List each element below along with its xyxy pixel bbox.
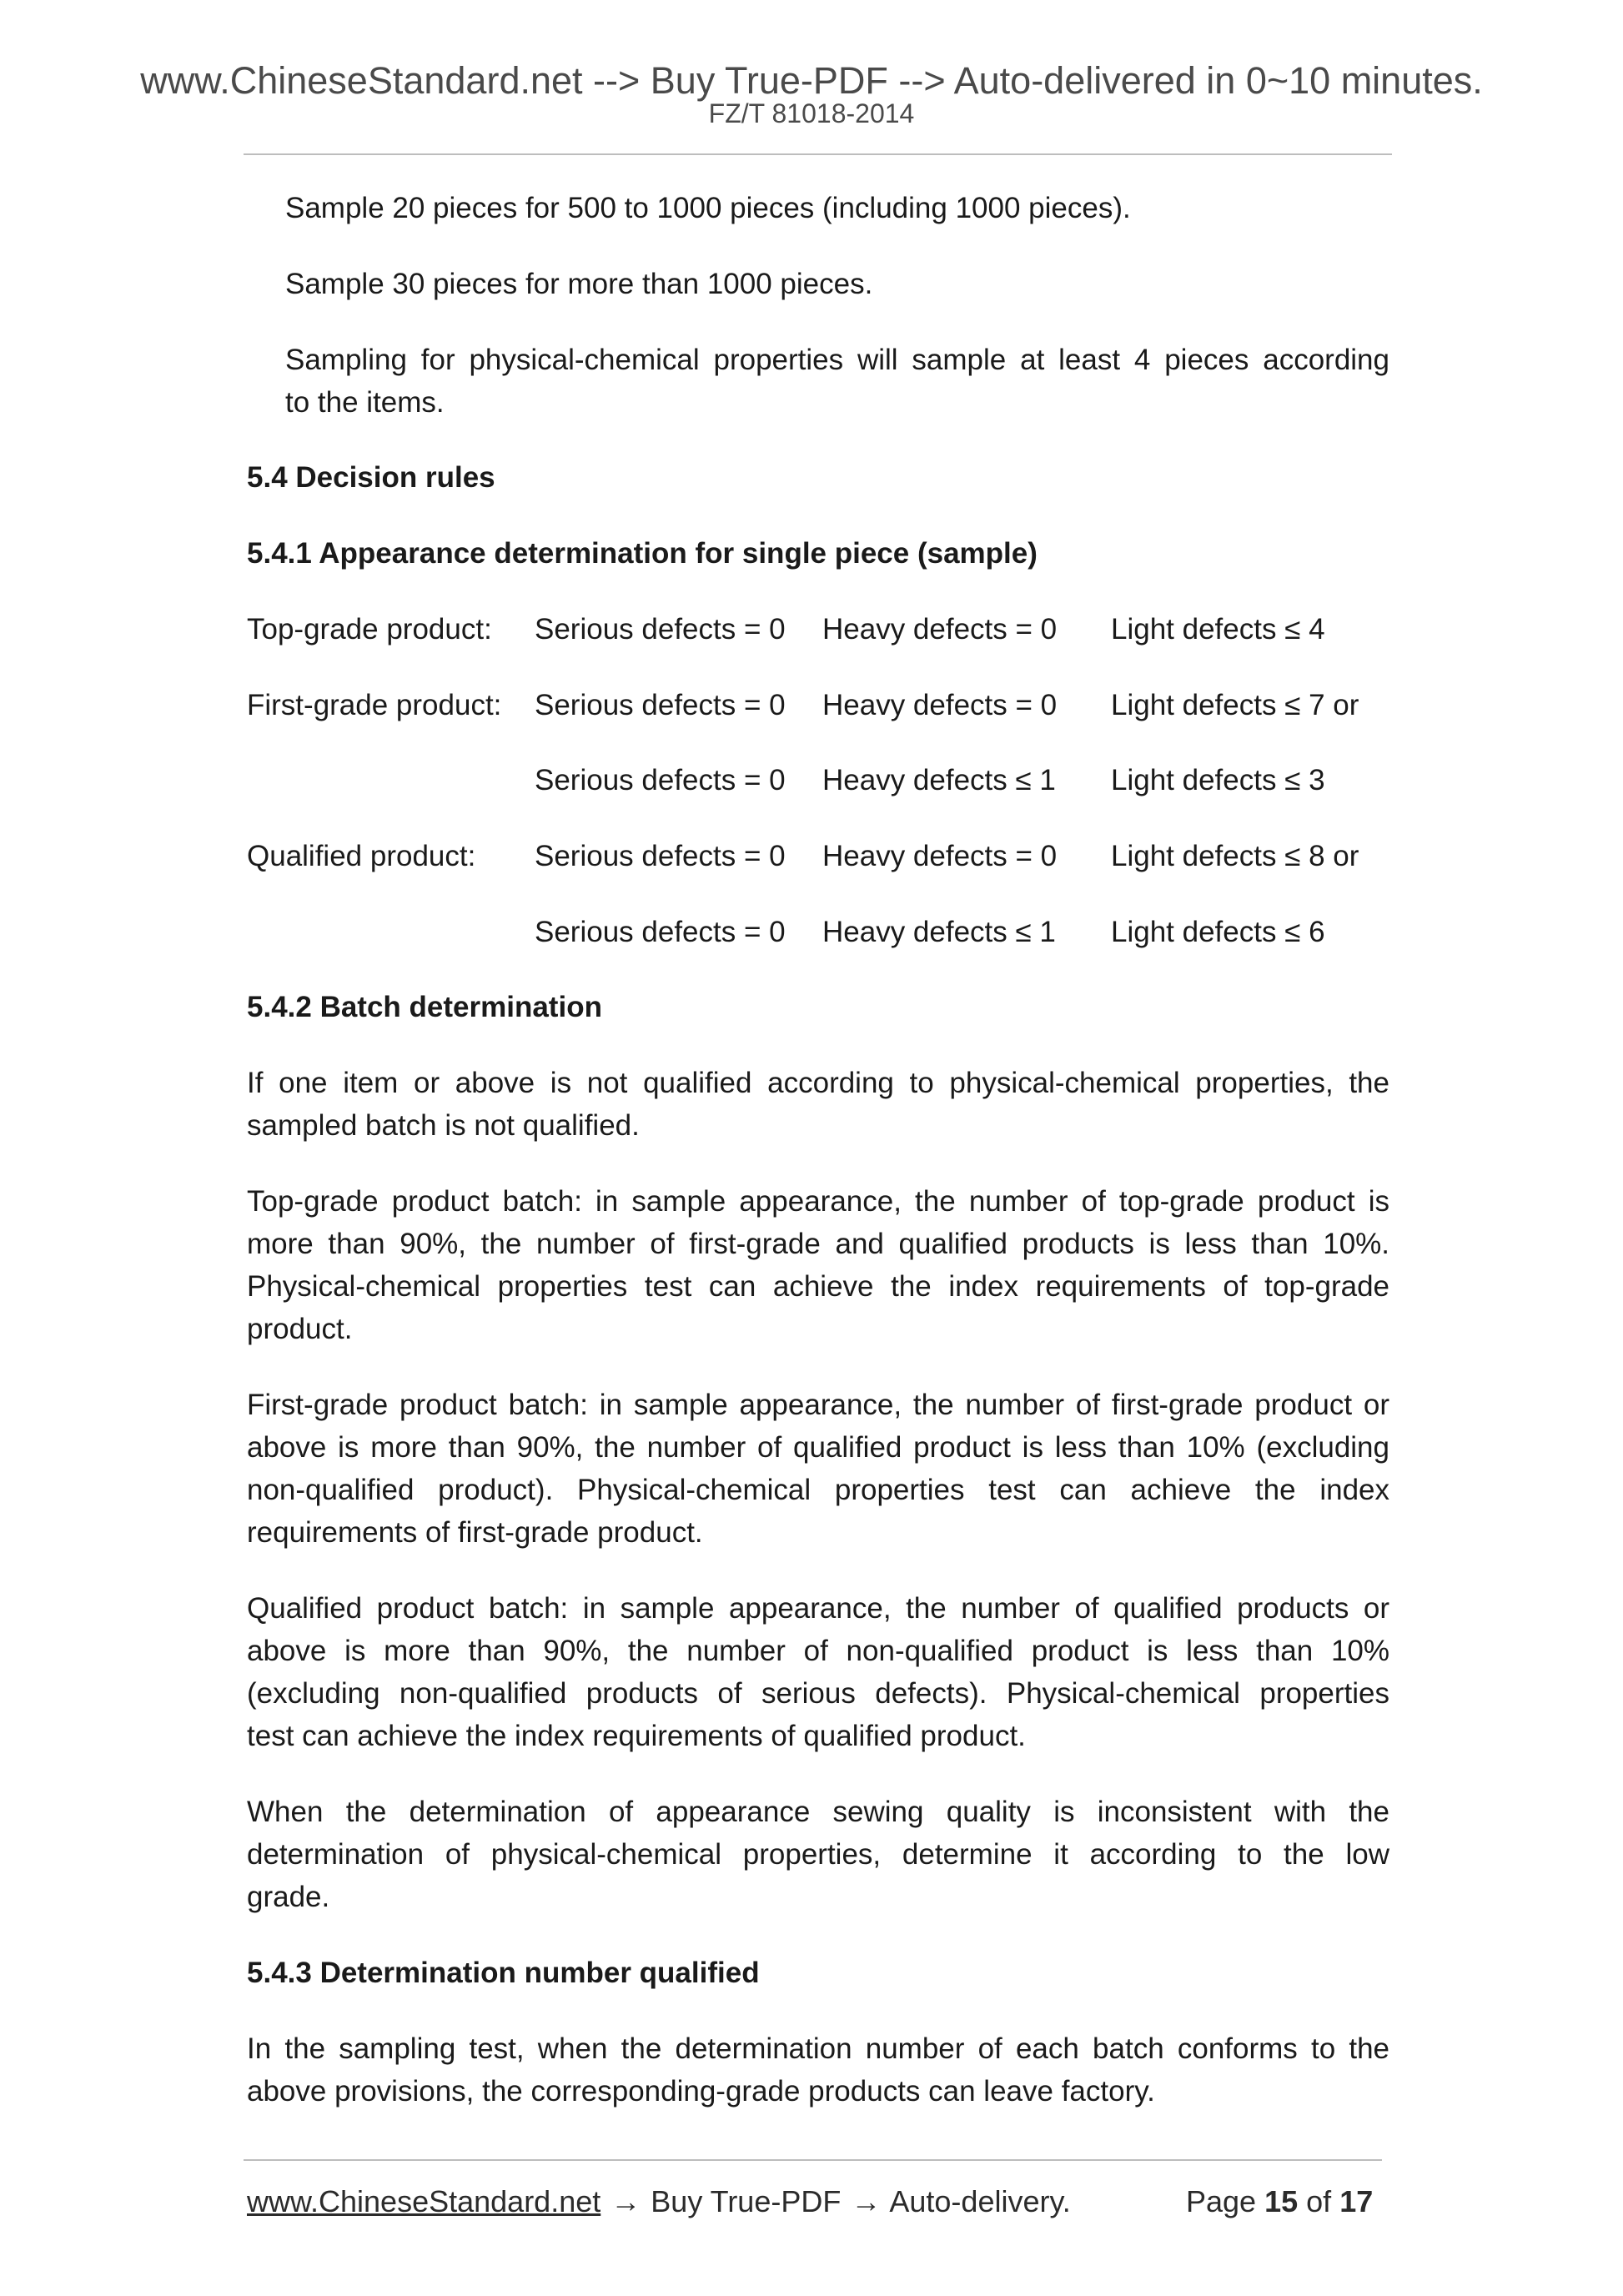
sampling-line-2: Sample 30 pieces for more than 1000 pieces. bbox=[285, 268, 873, 300]
page-word: Page bbox=[1186, 2184, 1257, 2218]
paragraph-line: test can achieve the index requirements of qualified product. bbox=[247, 1720, 1026, 1752]
grade-label: Top-grade product: bbox=[247, 613, 492, 646]
paragraph-line: If one item or above is not qualified according to physical-chemical properties, the bbox=[247, 1067, 1389, 1099]
page-indicator bbox=[1186, 2184, 1374, 2218]
paragraph-line: non-qualified product). Physical-chemical properties test can achieve the index bbox=[247, 1474, 1389, 1506]
paragraph-line: above is more than 90%, the number of non-qualified product is less than 10% bbox=[247, 1635, 1389, 1667]
light-defects-cell: Light defects ≤ 8 or bbox=[1111, 840, 1359, 872]
serious-defects-cell: Serious defects = 0 bbox=[535, 689, 786, 721]
paragraph-line: In the sampling test, when the determination number of each batch conforms to the bbox=[247, 2032, 1389, 2065]
light-defects-cell: Light defects ≤ 6 bbox=[1111, 916, 1325, 948]
paragraph-line: (excluding non-qualified products of serious defects). Physical-chemical properties bbox=[247, 1677, 1389, 1710]
heavy-defects-cell: Heavy defects = 0 bbox=[822, 840, 1058, 872]
paragraph-line: First-grade product batch: in sample appearance, the number of first-grade product or bbox=[247, 1389, 1389, 1421]
sampling-line-1: Sample 20 pieces for 500 to 1000 pieces (including 1000 pieces). bbox=[285, 192, 1131, 224]
grade-label: Qualified product: bbox=[247, 840, 476, 872]
section-5-4-heading: 5.4 Decision rules bbox=[247, 461, 495, 494]
paragraph-line: requirements of first-grade product. bbox=[247, 1516, 703, 1549]
serious-defects-cell: Serious defects = 0 bbox=[535, 613, 786, 646]
paragraph-line: grade. bbox=[247, 1881, 330, 1913]
paragraph-line: Top-grade product batch: in sample appearance, the number of top-grade product is bbox=[247, 1185, 1389, 1218]
standard-code: FZ/T 81018-2014 bbox=[708, 98, 915, 128]
paragraph-line: above provisions, the corresponding-grade products can leave factory. bbox=[247, 2075, 1155, 2108]
header-banner: www.ChineseStandard.net --> Buy True-PDF --> Auto-delivered in 0~10 minutes. bbox=[140, 59, 1483, 102]
page-current: 15 bbox=[1264, 2184, 1299, 2218]
light-defects-cell: Light defects ≤ 7 or bbox=[1111, 689, 1359, 721]
serious-defects-cell: Serious defects = 0 bbox=[535, 840, 786, 872]
footer-divider bbox=[244, 2159, 1382, 2161]
heavy-defects-cell: Heavy defects = 0 bbox=[822, 613, 1058, 646]
arrow-right-icon: → bbox=[851, 2184, 882, 2218]
sampling-physchem-line-1: Sampling for physical-chemical properties will sample at least 4 pieces according bbox=[285, 344, 1389, 376]
footer-buy-text: Buy True-PDF bbox=[651, 2184, 842, 2218]
paragraph-line: When the determination of appearance sewing quality is inconsistent with the bbox=[247, 1796, 1389, 1828]
paragraph-line: Qualified product batch: in sample appearance, the number of qualified products or bbox=[247, 1592, 1389, 1625]
paragraph-line: determination of physical-chemical properties, determine it according to the low bbox=[247, 1838, 1389, 1871]
grade-label: First-grade product: bbox=[247, 689, 502, 721]
section-5-4-1-heading: 5.4.1 Appearance determination for single piece (sample) bbox=[247, 537, 1038, 570]
heavy-defects-cell: Heavy defects ≤ 1 bbox=[822, 764, 1056, 796]
footer-promo bbox=[247, 2184, 1071, 2218]
serious-defects-cell: Serious defects = 0 bbox=[535, 764, 786, 796]
section-5-4-2-heading: 5.4.2 Batch determination bbox=[247, 991, 602, 1023]
paragraph-line: sampled batch is not qualified. bbox=[247, 1109, 640, 1142]
of-word: of bbox=[1306, 2184, 1332, 2218]
serious-defects-cell: Serious defects = 0 bbox=[535, 916, 786, 948]
light-defects-cell: Light defects ≤ 3 bbox=[1111, 764, 1325, 796]
paragraph-line: above is more than 90%, the number of qualified product is less than 10% (excluding bbox=[247, 1431, 1389, 1464]
section-5-4-3-heading: 5.4.3 Determination number qualified bbox=[247, 1957, 760, 1989]
heavy-defects-cell: Heavy defects ≤ 1 bbox=[822, 916, 1056, 948]
page-total: 17 bbox=[1339, 2184, 1374, 2218]
light-defects-cell: Light defects ≤ 4 bbox=[1111, 613, 1325, 646]
paragraph-line: product. bbox=[247, 1313, 353, 1345]
sampling-physchem-line-2: to the items. bbox=[285, 386, 445, 419]
footer-site-link[interactable]: www.ChineseStandard.net bbox=[247, 2184, 601, 2218]
paragraph-line: more than 90%, the number of first-grade and qualified products is less than 10%. bbox=[247, 1228, 1389, 1260]
paragraph-line: Physical-chemical properties test can achieve the index requirements of top-grade bbox=[247, 1270, 1389, 1303]
footer-delivery-text: Auto-delivery. bbox=[889, 2184, 1071, 2218]
heavy-defects-cell: Heavy defects = 0 bbox=[822, 689, 1058, 721]
arrow-right-icon: → bbox=[611, 2184, 641, 2218]
